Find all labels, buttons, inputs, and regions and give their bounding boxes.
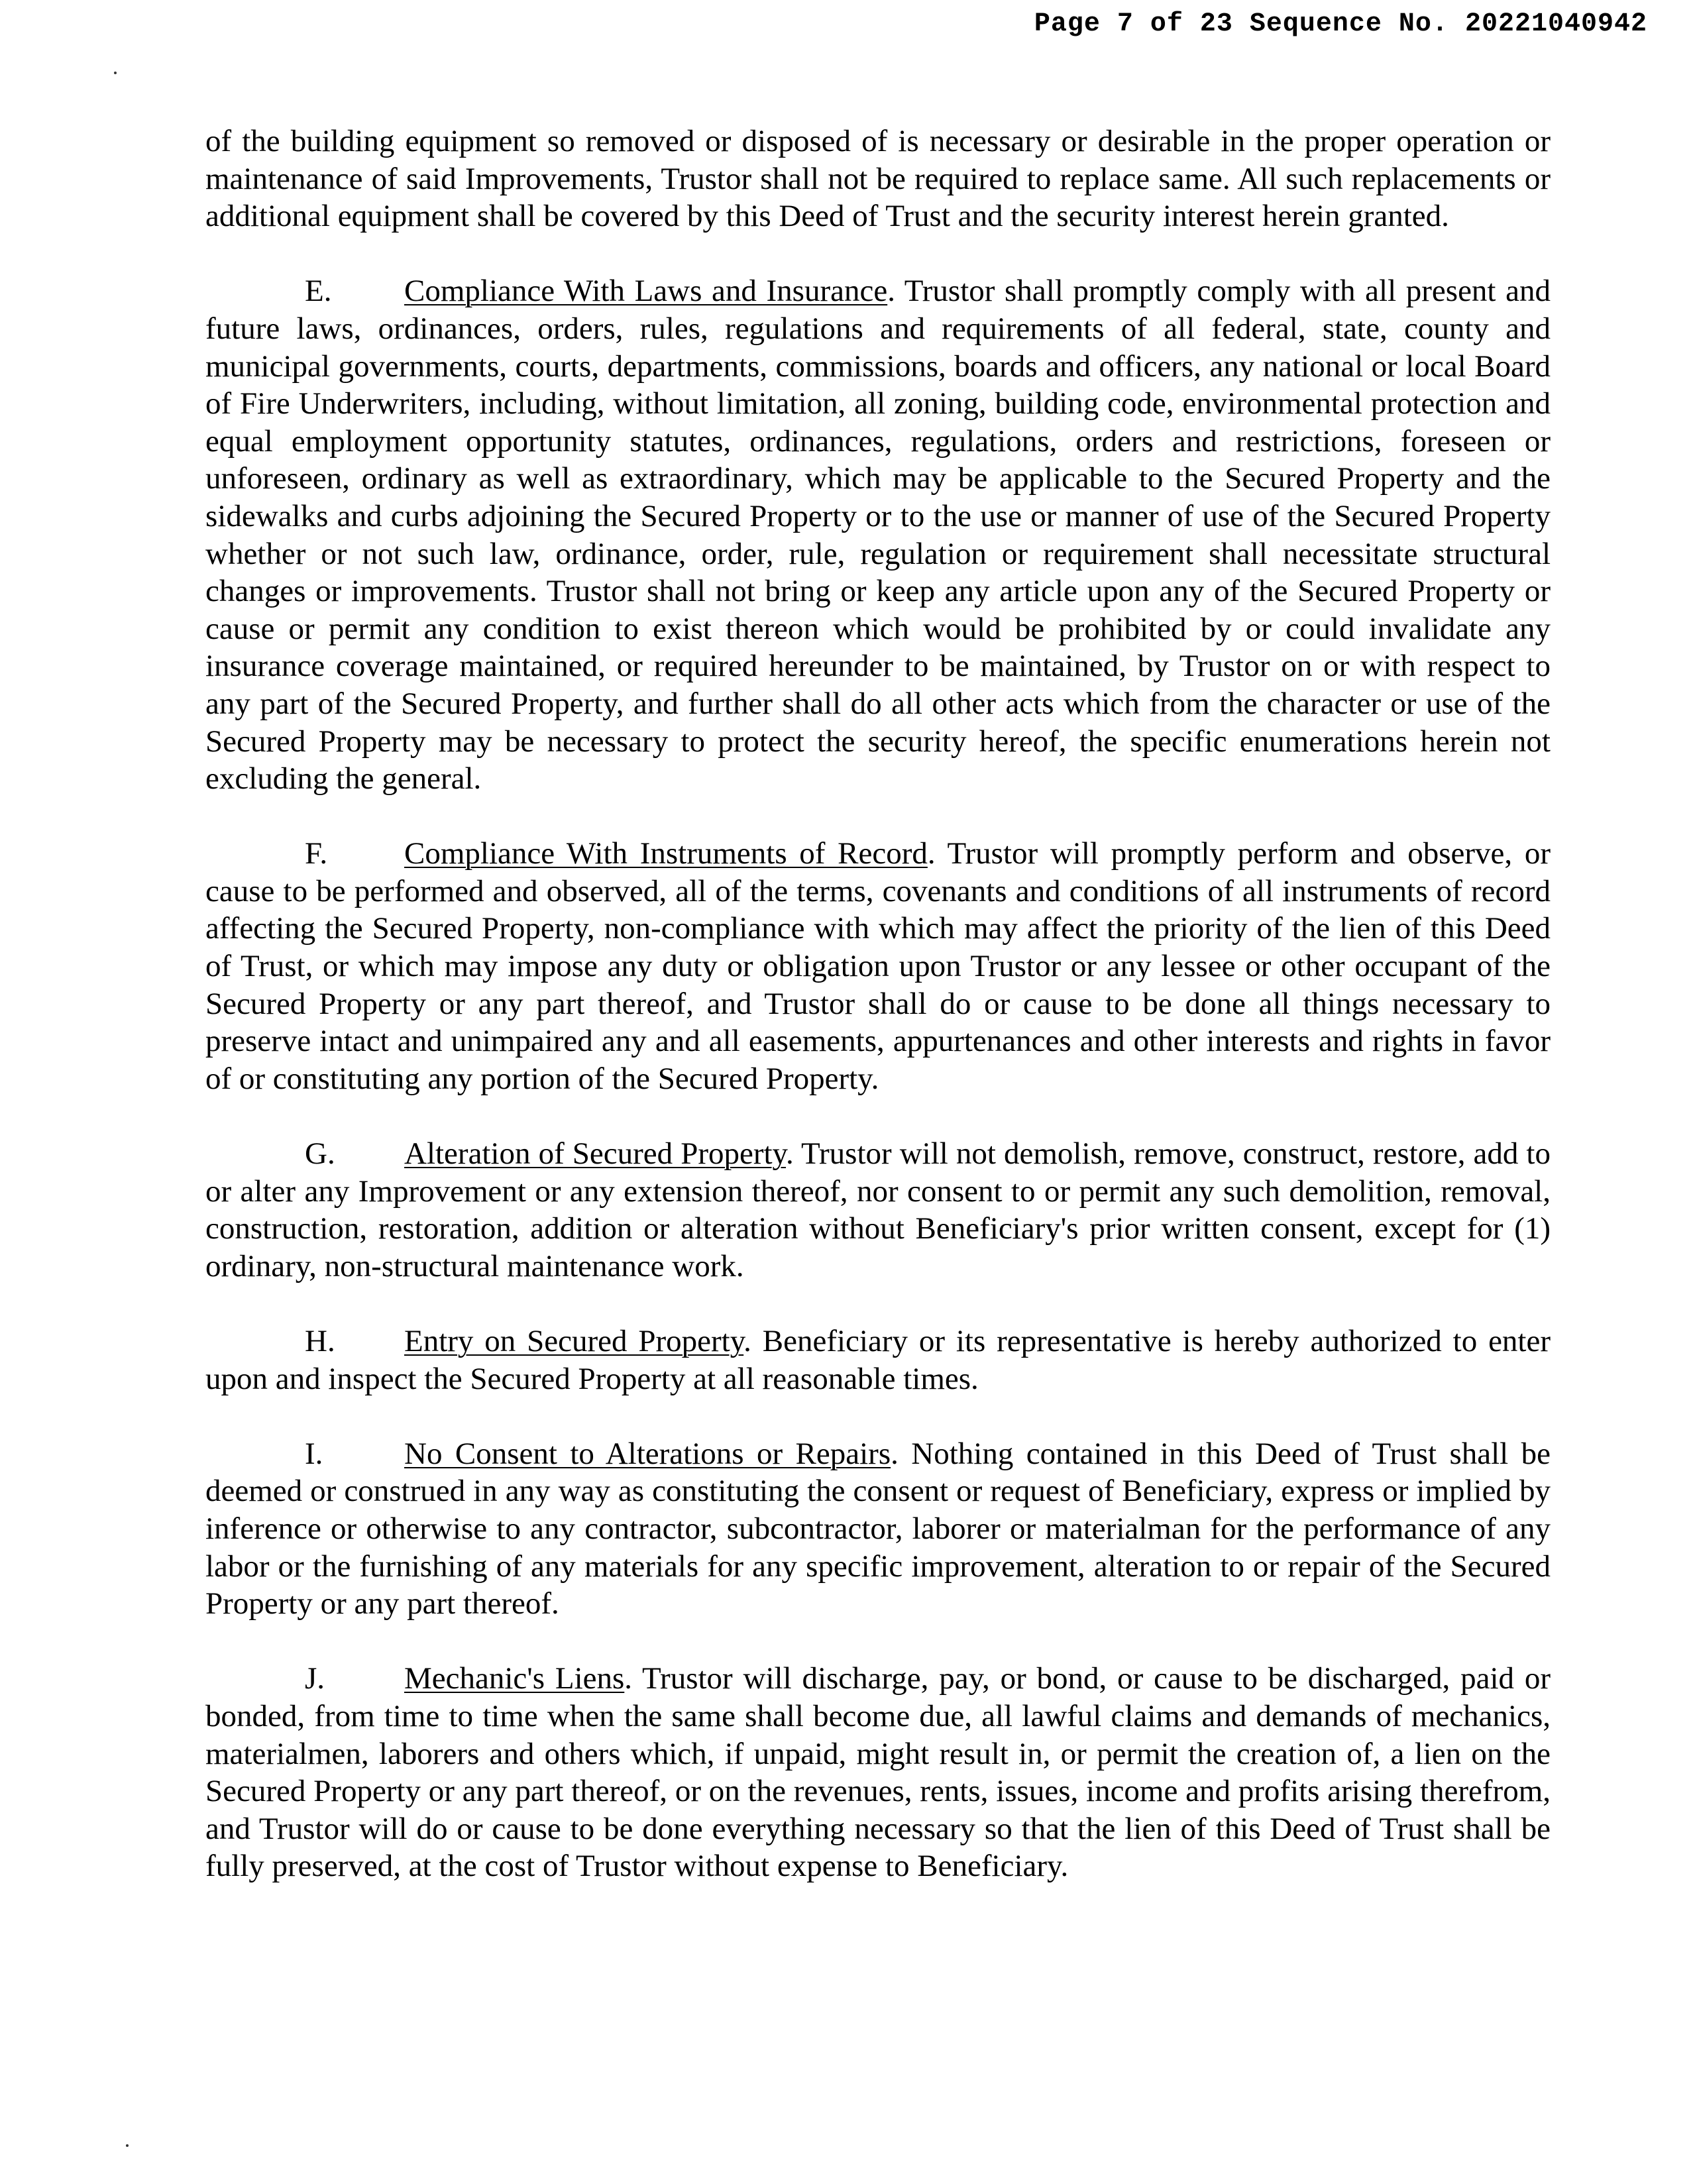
section-label: I. (305, 1436, 323, 1471)
section-text: . Trustor will discharge, pay, or bond, or cause to be discharged, paid or bonded, from time to time when the same shall become due, all lawful claims and demands of mechanics, materialmen, laborers and others which, if unpaid, might result in, or permit the creation of, a lien on the Secured Property or any part thereof, or on the revenues, rents, issues, income and profits arising therefrom, and Trustor will do or cause to be done everything necessary so that the lien of this Deed of Trust shall be fully preserved, at the cost of Trustor without expense to Beneficiary. (205, 1661, 1551, 1884)
section-i (205, 1435, 1551, 1623)
page-header: Page 7 of 23 Sequence No. 20221040942 (1034, 9, 1647, 39)
section-text: . Trustor will promptly perform and observe, or cause to be performed and observed, all of the terms, covenants and conditions of all instruments of record affecting the Secured Property, non-compliance with which may affect the priority of the lien of this Deed of Trust, or which may impose any duty or obligation upon Trustor or any lessee or other occupant of the Secured Property or any part thereof, and Trustor shall do or cause to be done all things necessary to preserve intact and unimpaired any and all easements, appurtenances and other interests and rights in favor of or constituting any portion of the Secured Property. (205, 836, 1551, 1096)
paragraph-text: of the building equipment so removed or disposed of is necessary or desirable in the proper operation or maintenance of said Improvements, Trustor shall not be required to replace same. All such replacements or additional equipment shall be covered by this Deed of Trust and the security interest herein granted. (205, 124, 1551, 234)
section-heading: Entry on Secured Property (404, 1324, 744, 1358)
section-heading: Compliance With Laws and Insurance (404, 274, 888, 309)
section-label: H. (305, 1324, 335, 1358)
section-text: . Beneficiary or its representative is hereby authorized to enter upon and inspect the Secured Property at all reasonable times. (205, 1324, 1551, 1396)
section-text: . Nothing contained in this Deed of Trust shall be deemed or construed in any way as constituting the consent or request of Beneficiary, express or implied by inference or otherwise to any contractor, subcontractor, laborer or materialman for the performance of any labor or the furnishing of any materials for any specific improvement, alteration to or repair of the Secured Property or any part thereof. (205, 1436, 1551, 1621)
document-body (205, 123, 1551, 1923)
section-label: G. (305, 1136, 335, 1172)
section-heading: Alteration of Secured Property (404, 1136, 787, 1172)
paragraph-continuation (205, 123, 1551, 235)
section-label: J. (305, 1661, 325, 1696)
scan-speck (126, 2144, 129, 2147)
section-text: . Trustor shall promptly comply with all present and future laws, ordinances, orders, rules, regulations and requirements of all federal, state, county and municipal governments, courts, departments, commissions, boards and officers, any national or local Board of Fire Underwriters, including, without limitation, all zoning, building code, environmental protection and equal employment opportunity statutes, ordinances, regulations, orders and restrictions, foreseen or unforeseen, ordinary as well as extraordinary, which may be applicable to the Secured Property and the sidewalks and curbs adjoining the Secured Property or to the use or manner of use of the Secured Property whether or not such law, ordinance, order, rule, regulation or requirement shall necessitate structural changes or improvements. Trustor shall not bring or keep any article upon any of the Secured Property or cause or permit any condition to exist thereon which would be prohibited by or could invalidate any insurance coverage maintained, or required hereunder to be maintained, by Trustor on or with respect to any part of the Secured Property, and further shall do all other acts which from the character or use of the Secured Property may be necessary to protect the security hereof, the specific enumerations herein not excluding the general. (205, 274, 1551, 796)
section-label: F. (305, 836, 328, 871)
section-text: . Trustor will not demolish, remove, construct, restore, add to or alter any Improvement or any extension thereof, nor consent to or permit any such demolition, removal, construction, restoration, addition or alteration without Beneficiary's prior written consent, except for (1) ordinary, non-structural maintenance work. (205, 1136, 1551, 1283)
section-label: E. (305, 274, 332, 309)
section-j (205, 1660, 1551, 1885)
section-heading: Compliance With Instruments of Record (404, 836, 928, 871)
section-h (205, 1323, 1551, 1397)
section-e (205, 272, 1551, 797)
section-f (205, 835, 1551, 1097)
scan-speck (114, 72, 117, 74)
section-heading: No Consent to Alterations or Repairs (404, 1436, 891, 1471)
section-g (205, 1135, 1551, 1285)
section-heading: Mechanic's Liens (404, 1661, 625, 1696)
